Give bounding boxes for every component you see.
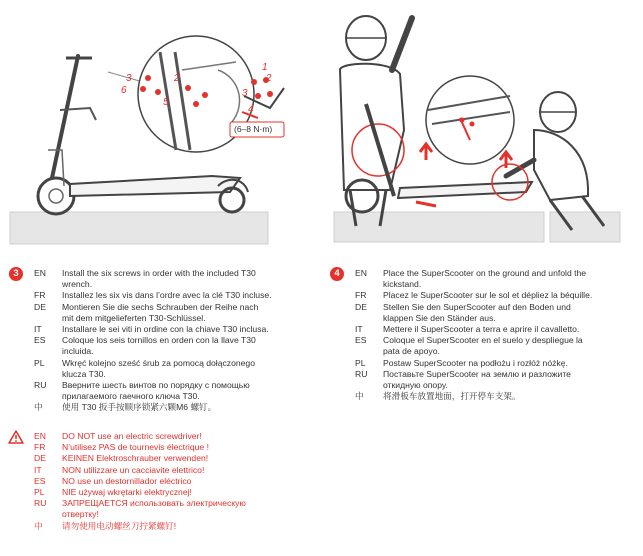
instruction-text: Wkręć kolejno sześć śrub za pomocą dołączonego klucza T30.: [62, 357, 255, 379]
callout-r3: 3: [242, 88, 248, 99]
instruction-text: 使用 T30 扳手按顺序锁紧六颗M6 螺钉。: [62, 402, 217, 413]
instruction-text: 将滑板车放置地面，打开停车支架。: [383, 391, 521, 402]
callout-r4: 4: [248, 104, 254, 115]
instruction-text: Montieren Sie die sechs Schrauben der Reihe nach mit dem mitgelieferten T30-Schlüssel.: [62, 301, 259, 323]
step3-line: [34, 380, 304, 402]
step3-line: [34, 358, 304, 380]
warning-text: NIE używaj wkrętarki elektrycznej!: [62, 487, 192, 498]
lang-code: PL: [355, 357, 366, 368]
lang-code: PL: [34, 487, 45, 498]
warning-line: [34, 453, 304, 464]
instruction-text: Поставьте SuperScooter на землю и разложите откидную опору.: [383, 368, 571, 391]
instruction-text: Coloque el SuperScooter en el suelo y despliegue la pata de apoyo.: [383, 335, 583, 357]
lang-code: EN: [355, 268, 367, 278]
warning-line: [34, 487, 304, 498]
step3-line: [34, 302, 304, 324]
warning-text: NO use un destornillador eléctrico: [62, 475, 192, 486]
lang-code: DE: [34, 453, 46, 464]
instruction-text: Postaw SuperScooter na podłożu i rozłóż nóżkę.: [383, 357, 568, 368]
instruction-text: Mettere il SuperScooter a terra e aprire il cavalletto.: [383, 324, 580, 335]
instruction-text: Coloque los seis tornillos en orden con la llave T30 incluida.: [62, 335, 256, 357]
lang-code: RU: [355, 368, 368, 379]
step4-line: [355, 302, 630, 324]
callout-r1: 1: [262, 62, 268, 73]
torque-label: (6–8 N·m): [234, 124, 273, 134]
callout-3: 3: [126, 73, 132, 84]
step-3-instructions: [34, 268, 304, 414]
callout-r2: 2: [266, 73, 272, 84]
lang-code: RU: [34, 498, 47, 509]
lang-code: 中: [34, 402, 43, 413]
instruction-text: Вверните шесть винтов по порядку с помощью прилагаемого гаечного ключа T30.: [62, 380, 250, 402]
callout-5: 5: [163, 97, 169, 108]
step3-line: [34, 335, 304, 357]
step4-line: [355, 391, 630, 402]
callout-6: 6: [121, 85, 127, 96]
instruction-text: Place the SuperScooter on the ground and unfold the kickstand.: [383, 268, 587, 290]
warning-line: [34, 476, 304, 487]
callout-2: 2: [174, 73, 180, 84]
step4-line: [355, 358, 630, 369]
step-4-instructions: [355, 268, 630, 402]
warning-text: NON utilizzare un cacciavite elettrico!: [62, 464, 205, 475]
illustration-step4-unfold-kickstand: [320, 0, 643, 250]
lang-code: 中: [355, 391, 364, 402]
lang-code: ES: [34, 335, 46, 346]
instruction-text: Installare le sei viti in ordine con la chiave T30 inclusa.: [62, 324, 269, 335]
illustration-step3-scooter: [0, 0, 330, 250]
warning-line: [34, 465, 304, 476]
lang-code: ES: [34, 475, 46, 486]
lang-code: ES: [355, 335, 367, 346]
instruction-text: Stellen Sie den SuperScooter auf den Boden und klappen Sie den Ständer aus.: [383, 301, 571, 323]
lang-code: FR: [355, 290, 367, 301]
warning-line: [34, 442, 304, 453]
lang-code: DE: [355, 301, 367, 312]
instruction-text: Placez le SuperScooter sur le sol et dépliez la béquille.: [383, 290, 593, 301]
instruction-text: Installez les six vis dans l’ordre avec la clé T30 incluse.: [62, 290, 272, 301]
step3-line: [34, 402, 304, 413]
step4-line: [355, 290, 630, 301]
step3-line: [34, 290, 304, 301]
warning-text: KEINEN Elektroschrauber verwenden!: [62, 453, 209, 464]
step4-line: [355, 324, 630, 335]
step3-line: [34, 268, 304, 290]
instruction-text: Install the six screws in order with the included T30 wrench.: [62, 268, 256, 290]
warning-block: [34, 431, 304, 532]
lang-code: FR: [34, 290, 46, 301]
warning-text: N’utilisez PAS de tournevis électrique !: [62, 442, 209, 453]
warning-text: 请勿使用电动螺丝刀拧紧螺钉!: [62, 520, 177, 531]
step4-line: [355, 268, 630, 290]
step4-line: [355, 369, 630, 391]
warning-line: [34, 431, 304, 442]
step4-line: [355, 335, 630, 357]
warning-text: ЗАПРЕЩАЕТСЯ использовать электрическую отвертку!: [62, 498, 246, 520]
lang-code: PL: [34, 357, 45, 368]
step-4-badge: 4: [330, 267, 344, 281]
lang-code: IT: [355, 324, 363, 335]
warning-line: [34, 498, 304, 520]
lang-code: 中: [34, 520, 43, 531]
lang-code: IT: [34, 464, 42, 475]
warning-text: DO NOT use an electric screwdriver!: [62, 431, 202, 441]
step3-line: [34, 324, 304, 335]
lang-code: FR: [34, 442, 46, 453]
lang-code: DE: [34, 301, 46, 312]
lang-code: EN: [34, 431, 46, 441]
warning-line: [34, 521, 304, 532]
step-3-badge: 3: [9, 267, 23, 281]
lang-code: IT: [34, 324, 42, 335]
lang-code: EN: [34, 268, 46, 278]
warning-triangle-icon: [8, 430, 24, 444]
lang-code: RU: [34, 380, 47, 391]
